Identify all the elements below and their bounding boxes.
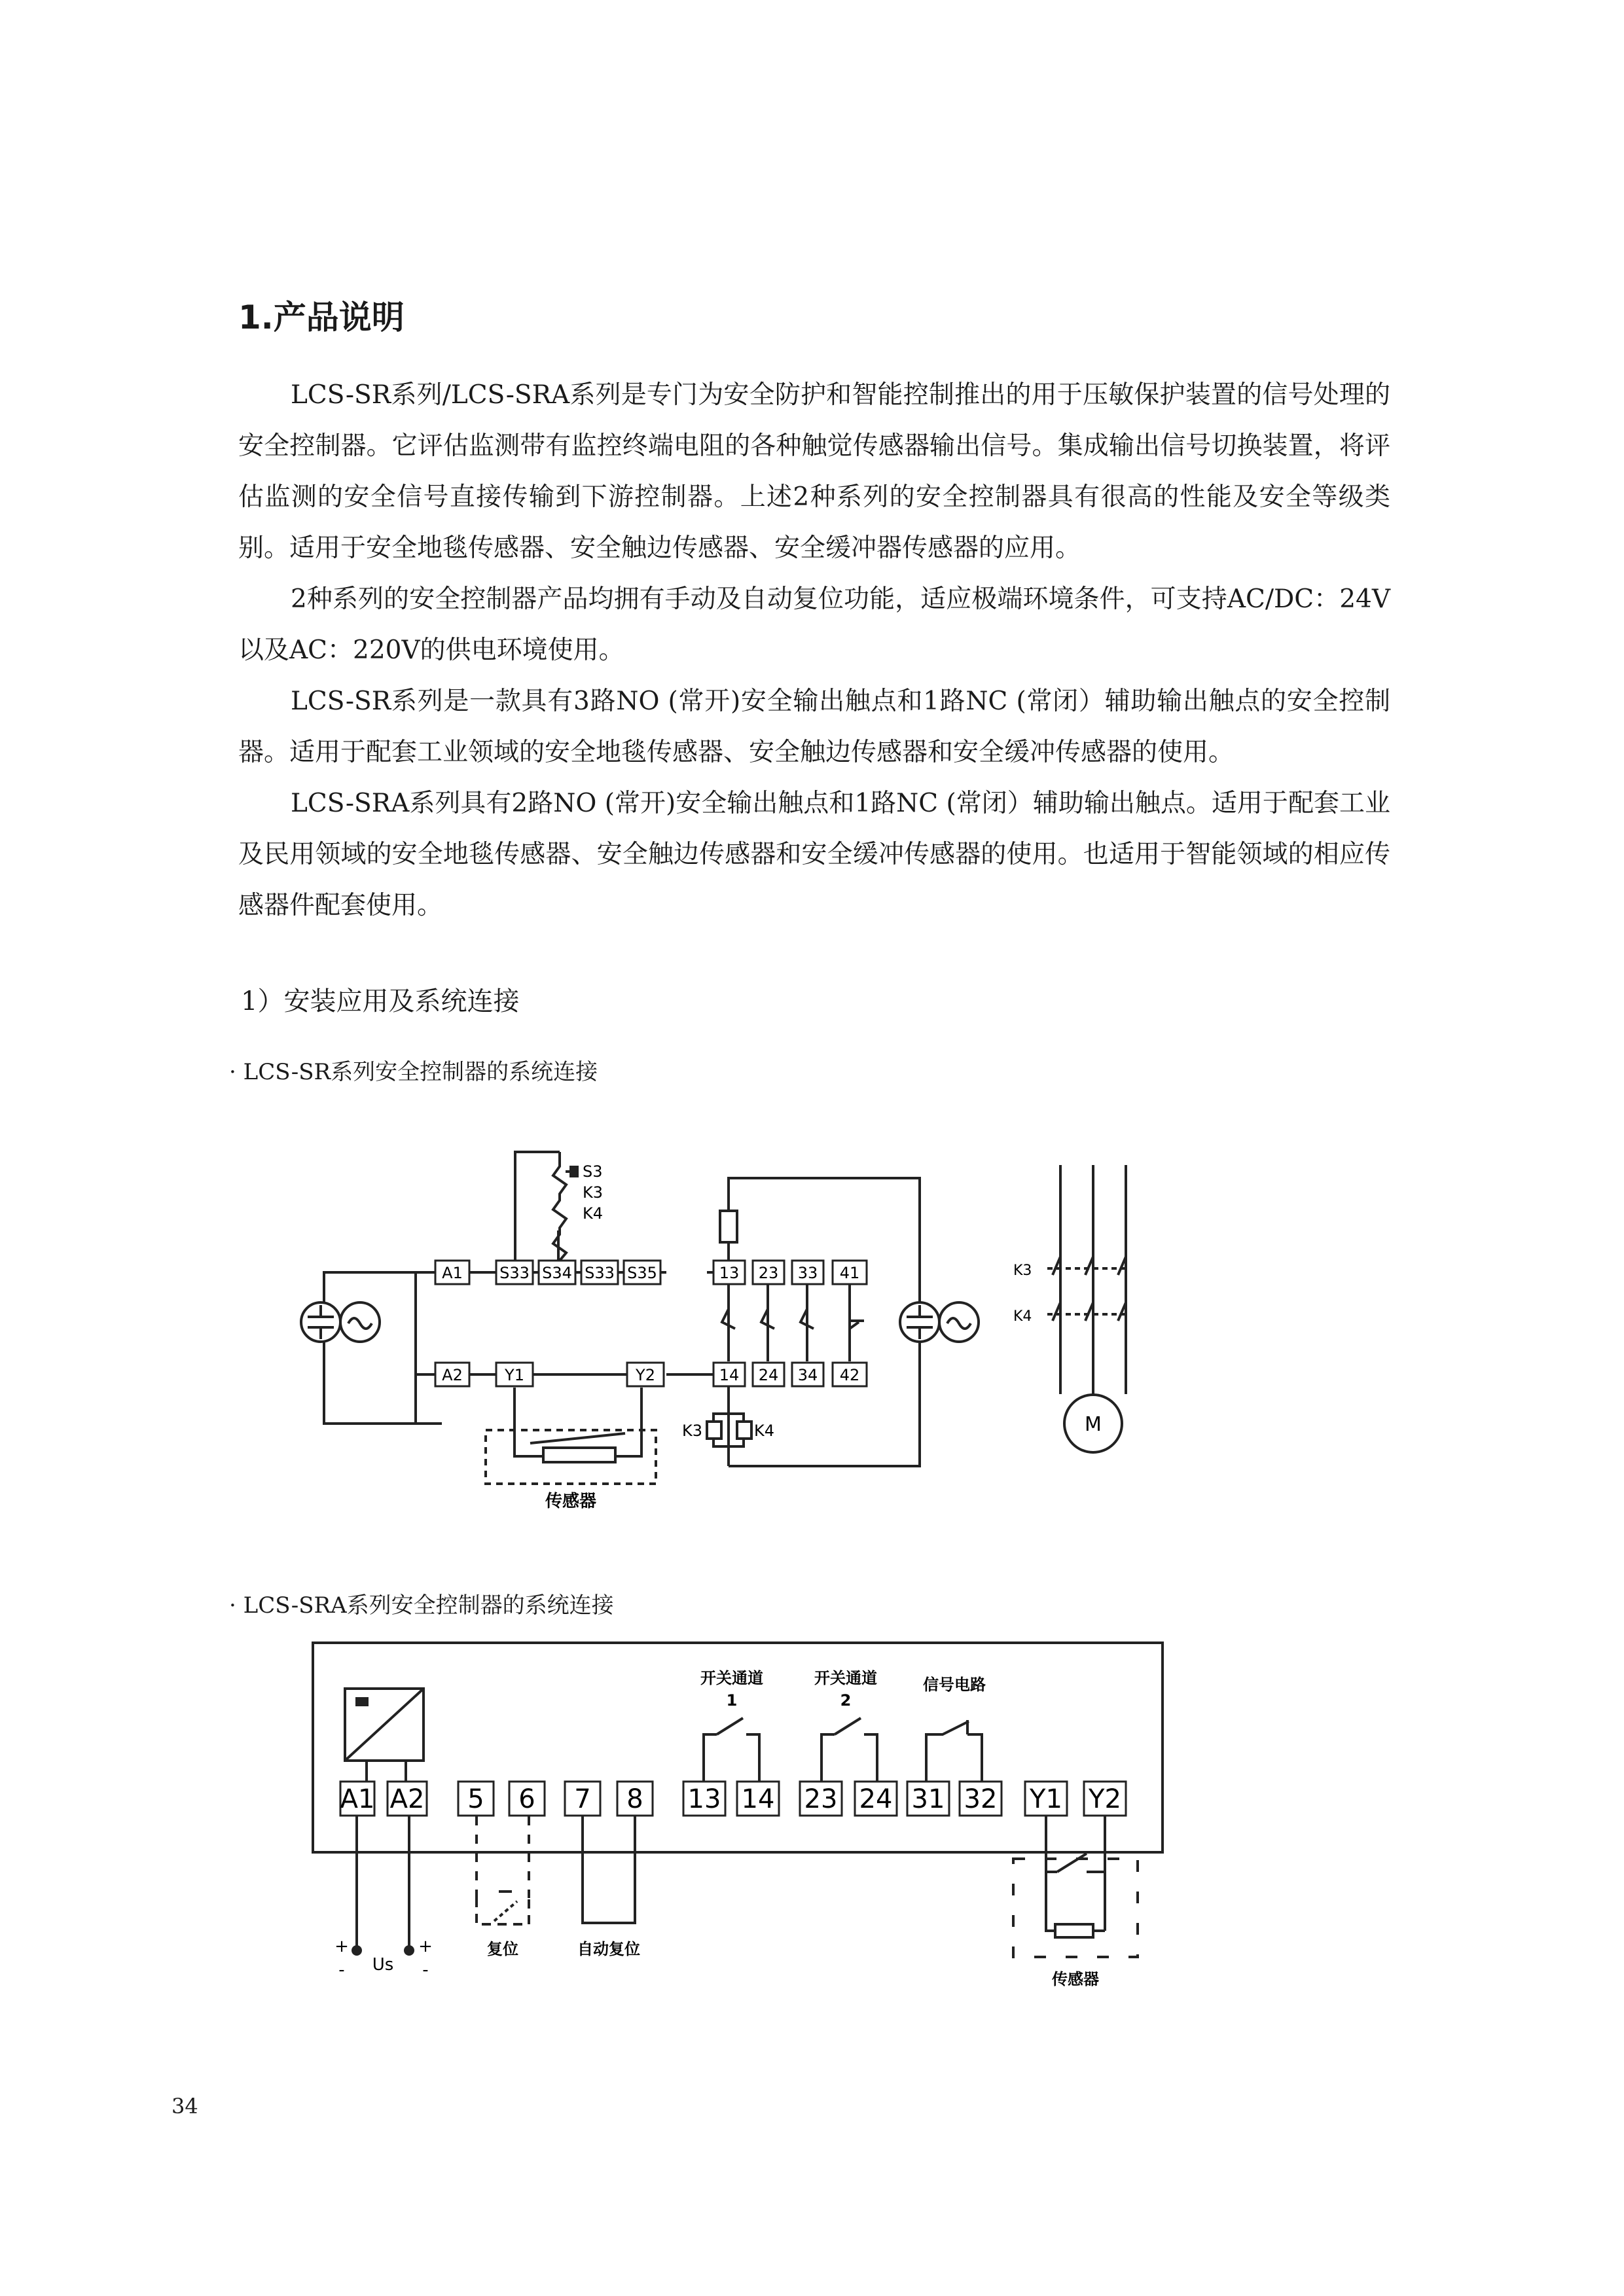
sra-terminal-y1 [1025, 1782, 1067, 1816]
terminal-34-label: 34 [797, 1366, 818, 1384]
chain-label-k3: K3 [583, 1183, 604, 1202]
sra-terminal-a2-label: A2 [389, 1784, 425, 1814]
channel1-number: 1 [726, 1691, 738, 1710]
diagram2-caption: · LCS-SRA系列安全控制器的系统连接 [229, 1592, 614, 1619]
supply-minus-1: - [338, 1960, 345, 1980]
motor-contact-label-k3: K3 [1013, 1263, 1032, 1279]
terminal-33-label: 33 [797, 1264, 818, 1282]
terminal-41-label: 41 [839, 1264, 860, 1282]
sra-terminal-y2 [1084, 1782, 1126, 1816]
sra-terminal-14 [737, 1782, 779, 1816]
sra-terminal-13 [683, 1782, 725, 1816]
supply-label: Us [372, 1955, 394, 1975]
channel2-label: 开关通道 [814, 1669, 877, 1687]
chain-label-s3: S3 [583, 1162, 603, 1181]
paragraph-sra-series: LCS-SRA系列具有2路NO (常开)安全输出触点和1路NC (常闭）辅助输出触点。适用于配套工业及民用领域的安全地毯传感器、安全触边传感器和安全缓冲传感器的使用。也适用于智能领域的相应传感器件配套使用。 [238, 789, 1390, 920]
signal-circuit-label: 信号电路 [923, 1676, 986, 1694]
sra-terminal-24-label: 24 [859, 1784, 893, 1814]
terminal-14-label: 14 [719, 1366, 740, 1384]
terminal-a2-label: A2 [442, 1366, 463, 1384]
subsection-heading: 1）安装应用及系统连接 [241, 986, 520, 1016]
supply-plus-2: + [418, 1937, 433, 1956]
terminal-42-label: 42 [839, 1366, 860, 1384]
sra-terminal-a1 [340, 1782, 375, 1816]
diagram1-caption: · LCS-SR系列安全控制器的系统连接 [229, 1059, 598, 1085]
terminal-a1-label: A1 [442, 1264, 463, 1282]
sra-terminal-6-label: 6 [518, 1784, 535, 1814]
sra-terminal-13-label: 13 [687, 1784, 721, 1814]
auto-reset-label: 自动复位 [577, 1940, 640, 1958]
terminal-24-label: 24 [758, 1366, 779, 1384]
paragraph-sr-series: LCS-SR系列是一款具有3路NO (常开)安全输出触点和1路NC (常闭）辅助输出触点的安全控制器。适用于配套工业领域的安全地毯传感器、安全触边传感器和安全缓冲传感器的使用。 [238, 687, 1390, 767]
diagram1-sensor-label: 传感器 [545, 1492, 597, 1511]
sra-terminal-7-label: 7 [574, 1784, 591, 1814]
sra-terminal-31-label: 31 [911, 1784, 945, 1814]
channel1-label: 开关通道 [700, 1669, 763, 1687]
sra-terminal-24 [855, 1782, 897, 1816]
sra-terminal-y2-label: Y2 [1089, 1784, 1121, 1814]
terminal-13-label: 13 [719, 1264, 740, 1282]
sra-terminal-32 [960, 1782, 1001, 1816]
sra-terminal-23 [800, 1782, 842, 1816]
sra-terminal-5-label: 5 [467, 1784, 484, 1814]
sra-terminal-8-label: 8 [626, 1784, 643, 1814]
sra-terminal-5 [458, 1782, 494, 1816]
page-number: 34 [171, 2094, 198, 2119]
terminal-s33b-label: S33 [585, 1264, 615, 1282]
terminal-s34-label: S34 [542, 1264, 572, 1282]
motor-contact-label-k4: K4 [1013, 1308, 1032, 1325]
sra-terminal-31 [907, 1782, 949, 1816]
terminal-y2-label: Y2 [636, 1366, 655, 1384]
coil-label-k4: K4 [754, 1422, 775, 1440]
sra-terminal-7 [565, 1782, 600, 1816]
sra-terminal-32-label: 32 [964, 1784, 998, 1814]
terminal-23-label: 23 [758, 1264, 779, 1282]
diagram2-sensor-label: 传感器 [1052, 1970, 1099, 1988]
supply-minus-2: - [422, 1960, 429, 1980]
sra-terminal-8 [617, 1782, 653, 1816]
chain-label-k4: K4 [583, 1204, 604, 1223]
sra-terminal-a2 [388, 1782, 427, 1816]
terminal-s35-label: S35 [627, 1264, 657, 1282]
sra-terminal-6 [509, 1782, 545, 1816]
coil-label-k3: K3 [682, 1422, 703, 1440]
sra-terminal-23-label: 23 [804, 1784, 838, 1814]
channel2-number: 2 [840, 1691, 852, 1710]
sra-terminal-y1-label: Y1 [1030, 1784, 1062, 1814]
sra-terminal-14-label: 14 [741, 1784, 775, 1814]
sra-terminal-a1-label: A1 [340, 1784, 375, 1814]
section-title: 1.产品说明 [238, 298, 405, 336]
supply-plus-1: + [334, 1937, 349, 1956]
reset-label: 复位 [487, 1940, 518, 1958]
terminal-s33-label: S33 [499, 1264, 530, 1282]
motor-label: M [1085, 1413, 1102, 1436]
paragraph-reset: 2种系列的安全控制器产品均拥有手动及自动复位功能，适应极端环境条件，可支持AC/DC：24V以及AC：220V的供电环境使用。 [238, 584, 1390, 665]
terminal-y1-label: Y1 [505, 1366, 524, 1384]
paragraph-intro: LCS-SR系列/LCS-SRA系列是专门为安全防护和智能控制推出的用于压敏保护装置的信号处理的安全控制器。它评估监测带有监控终端电阻的各种触觉传感器输出信号。集成输出信号切换装置，将评估监测的安全信号直接传输到下游控制器。上述2种系列的安全控制器具有很高的性能及安全等级类别。适用于安全地毯传感器、安全触边传感器、安全缓冲器传感器的应用。 [238, 380, 1390, 563]
